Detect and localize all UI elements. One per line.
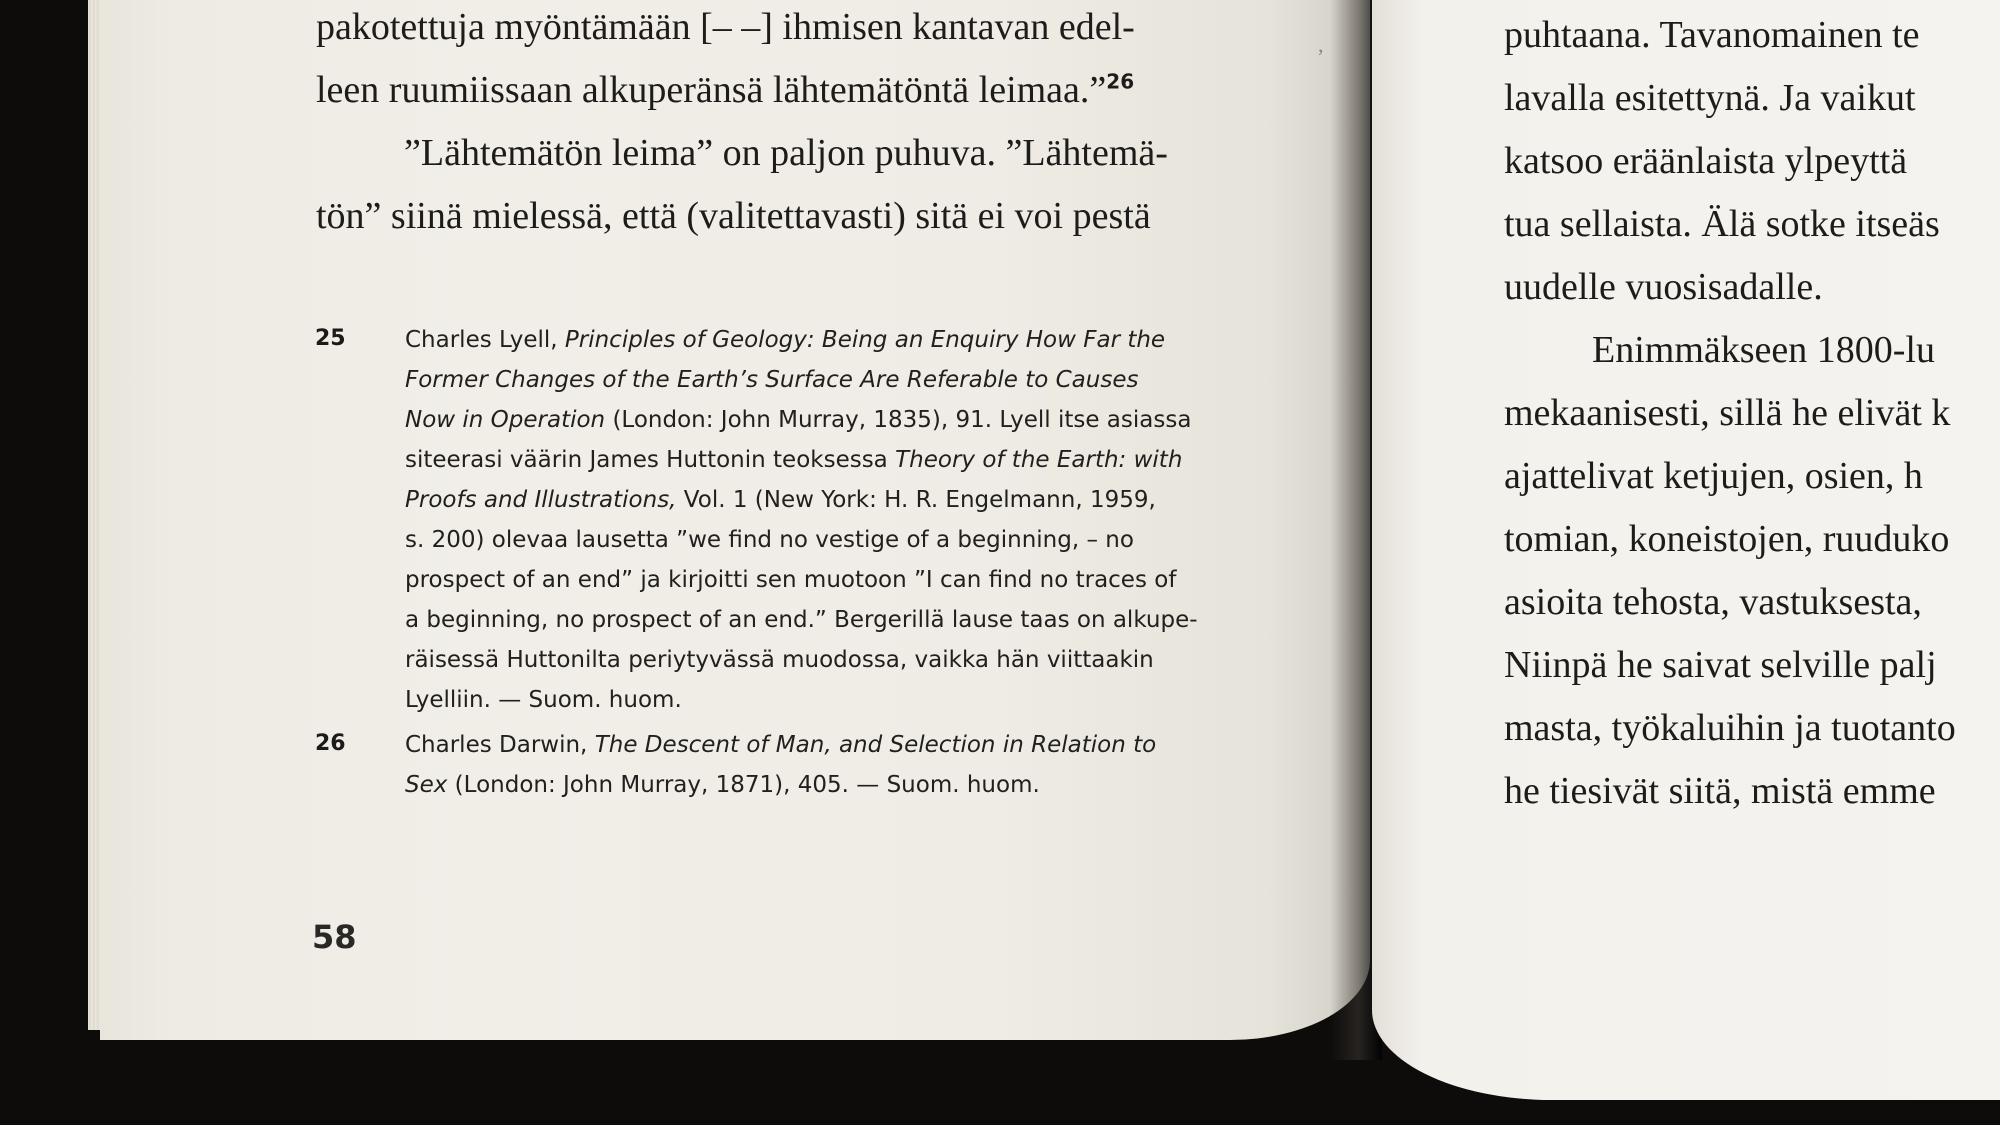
footnote-line xyxy=(405,400,1198,440)
left-body-line xyxy=(316,59,1168,122)
footnote-number: 25 xyxy=(315,326,346,351)
footnote-line xyxy=(405,560,1198,600)
left-body-line xyxy=(316,185,1168,248)
right-body-line xyxy=(1504,130,1956,193)
left-body-line xyxy=(316,122,1168,185)
right-body-line xyxy=(1504,697,1956,760)
left-body-line-text: pakotettuja myöntämään [– –] ihmisen kantavan edel- xyxy=(316,6,1135,48)
right-body-line xyxy=(1504,319,1956,382)
footnote-text: Vol. 1 (New York: H. R. Engelmann, 1959, xyxy=(676,487,1156,513)
footnote-line xyxy=(405,680,1198,720)
right-body-line-text: mekaanisesti, sillä he elivät k xyxy=(1504,392,1951,434)
footnote-line xyxy=(405,520,1198,560)
footnote-body xyxy=(405,725,1156,805)
right-body-line-text: lavalla esitettynä. Ja vaikut xyxy=(1504,77,1916,119)
left-body-line-text: ”Lähtemätön leima” on paljon puhuva. ”Lähtemä- xyxy=(404,132,1168,174)
footnote-text: Sex xyxy=(405,772,448,798)
footnote-text: Principles of Geology: Being an Enquiry How Far the xyxy=(564,327,1166,353)
right-body-line-text: tua sellaista. Älä sotke itseäs xyxy=(1504,203,1940,245)
right-body-line xyxy=(1504,445,1956,508)
footnote-text: The Descent of Man, and Selection in Relation to xyxy=(594,732,1157,758)
footnote-text: Now in Operation xyxy=(405,407,606,433)
footnote-line xyxy=(405,320,1198,360)
footnote-text: (London: John Murray, 1871), 405. — Suom. huom. xyxy=(447,772,1040,798)
right-body-line-text: tomian, koneistojen, ruuduko xyxy=(1504,518,1950,560)
right-body-line-text: ajattelivat ketjujen, osien, h xyxy=(1504,455,1923,497)
footnote-text: Proofs and Illustrations, xyxy=(405,487,677,513)
footnote-reference: 26 xyxy=(1106,69,1135,94)
footnote-line xyxy=(405,440,1198,480)
footnote-body xyxy=(405,320,1198,720)
left-body-line-text: tön” siinä mielessä, että (valitettavasti) sitä ei voi pestä xyxy=(316,195,1151,237)
right-body-line-text: masta, työkaluihin ja tuotanto xyxy=(1504,707,1956,749)
footnote-text: (London: John Murray, 1835), 91. Lyell itse asiassa xyxy=(605,407,1192,433)
right-body-line xyxy=(1504,508,1956,571)
right-body-line xyxy=(1504,382,1956,445)
footnote-text: Lyelliin. — Suom. huom. xyxy=(405,687,682,713)
right-body-line-text: Niinpä he saivat selville palj xyxy=(1504,644,1937,686)
footnote-text: prospect of an end” ja kirjoitti sen muotoon ”I can find no traces of xyxy=(405,567,1177,593)
right-body-line xyxy=(1504,760,1956,823)
right-body-line xyxy=(1504,67,1956,130)
footnote-text: räisessä Huttonilta periytyvässä muodossa, vaikka hän viittaakin xyxy=(405,647,1154,673)
footnote-text: Charles Lyell, xyxy=(405,327,565,353)
footnote-number: 26 xyxy=(315,731,346,756)
footnote-line xyxy=(405,640,1198,680)
right-body-line xyxy=(1504,193,1956,256)
right-body-line xyxy=(1504,256,1956,319)
footnote-line xyxy=(405,360,1198,400)
footnote-text: s. 200) olevaa lausetta ”we find no vestige of a beginning, – no xyxy=(405,527,1134,553)
left-page-body-text xyxy=(316,0,1168,248)
right-body-line-text: he tiesivät siitä, mistä emme xyxy=(1504,770,1936,812)
footnote-line xyxy=(405,725,1156,765)
speck-mark: , xyxy=(1318,32,1324,57)
right-body-line xyxy=(1504,634,1956,697)
right-body-line-text: Enimmäkseen 1800-lu xyxy=(1592,329,1935,371)
left-body-line-text: leen ruumiissaan alkuperänsä lähtemätöntä leimaa.” xyxy=(316,69,1107,111)
footnote-text: a beginning, no prospect of an end.” Bergerillä lause taas on alkupe- xyxy=(405,607,1198,633)
right-body-line xyxy=(1504,4,1956,67)
right-body-line-text: puhtaana. Tavanomainen te xyxy=(1504,14,1920,56)
footnote-line xyxy=(405,765,1156,805)
right-body-line-text: katsoo eräänlaista ylpeyttä xyxy=(1504,140,1908,182)
page-number: 58 xyxy=(312,918,357,956)
right-body-line-text: uudelle vuosisadalle. xyxy=(1504,266,1823,308)
right-body-line xyxy=(1504,571,1956,634)
footnote-text: Charles Darwin, xyxy=(405,732,595,758)
right-body-line-text: asioita tehosta, vastuksesta, xyxy=(1504,581,1922,623)
right-page-body-text xyxy=(1504,4,1956,823)
left-body-line xyxy=(316,0,1168,59)
footnote-text: siteerasi väärin James Huttonin teoksessa xyxy=(405,447,896,473)
footnote-text: Former Changes of the Earth’s Surface Are Referable to Causes xyxy=(405,367,1139,393)
footnote-text: Theory of the Earth: with xyxy=(895,447,1183,473)
footnote-line xyxy=(405,600,1198,640)
footnote-line xyxy=(405,480,1198,520)
